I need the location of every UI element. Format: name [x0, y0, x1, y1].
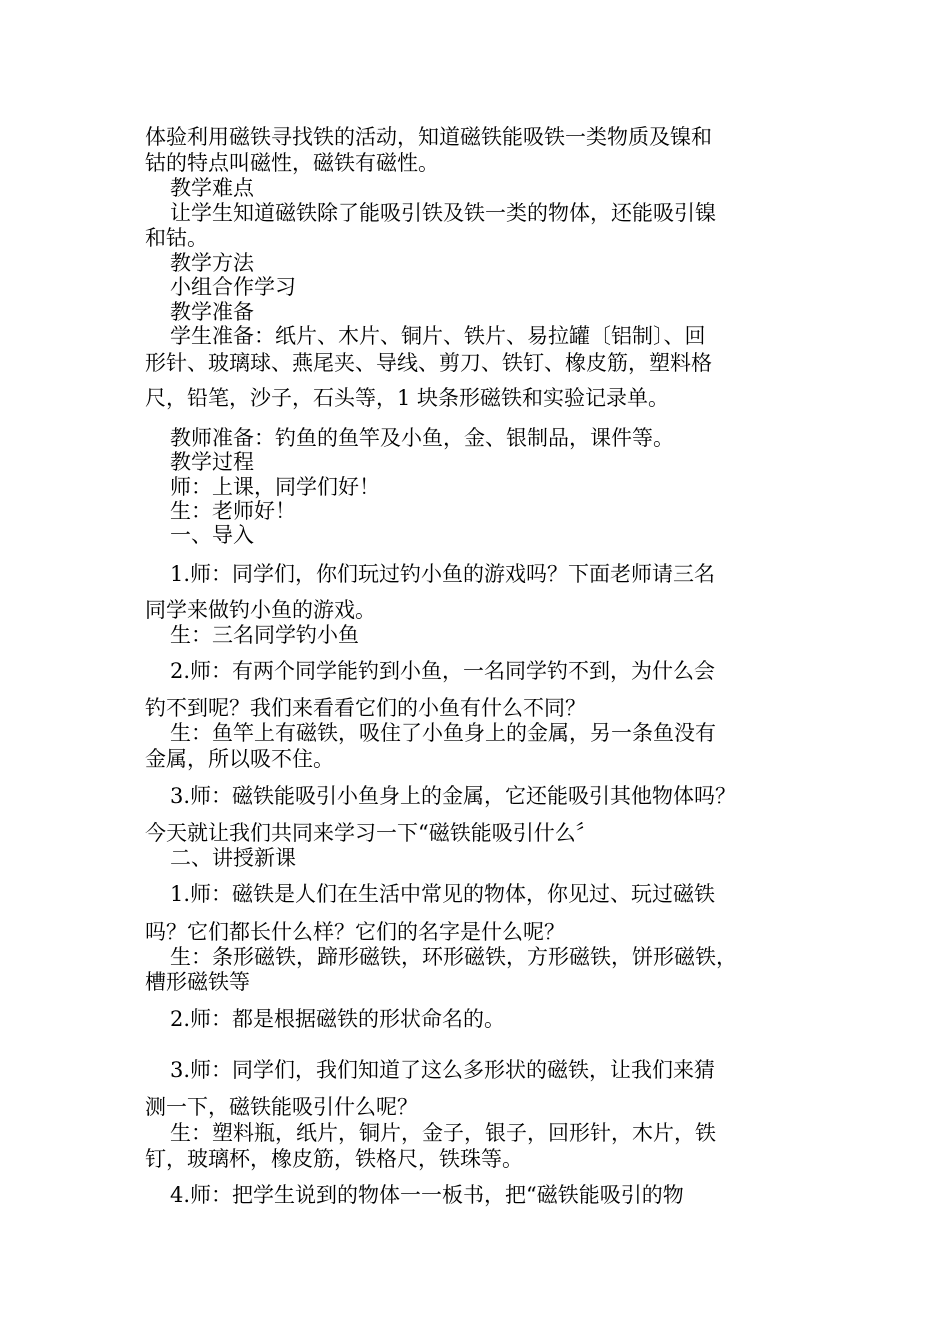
text-line: 生：塑料瓶，纸片，铜片，金子，银子，回形针，木片，铁 [170, 1121, 716, 1145]
text-line: 测一下，磁铁能吸引什么呢？ [145, 1095, 418, 1119]
text-line: 生：老师好！ [170, 499, 296, 523]
text-line: 金属，所以吸不住。 [145, 747, 334, 771]
text-line: 学生准备：纸片、木片、铜片、铁片、易拉罐〔铝制〕、回 [170, 324, 706, 348]
text-line: 1.师：同学们，你们玩过钓小鱼的游戏吗？下面老师请三名 [170, 562, 716, 586]
text-line: 4.师：把学生说到的物体一一板书，把“磁铁能吸引的物 [170, 1183, 684, 1207]
text-line: 今天就让我们共同来学习一下“磁铁能吸引什么〞 [145, 821, 597, 845]
section-heading: 教学方法 [170, 251, 254, 275]
text-line: 尺，铅笔，沙子，石头等，1 块条形磁铁和实验记录单。 [145, 386, 670, 410]
text-line: 2.师：都是根据磁铁的形状命名的。 [170, 1007, 506, 1031]
text-line: 同学来做钓小鱼的游戏。 [145, 598, 376, 622]
text-line: 钉，玻璃杯，橡皮筋，铁格尺，铁珠等。 [145, 1147, 523, 1171]
text-line: 1.师：磁铁是人们在生活中常见的物体，你见过、玩过磁铁 [170, 882, 716, 906]
text-line: 3.师：磁铁能吸引小鱼身上的金属，它还能吸引其他物体吗？ [170, 784, 737, 808]
section-heading: 教学过程 [170, 450, 254, 474]
text-line: 形针、玻璃球、燕尾夹、导线、剪刀、铁钉、橡皮筋，塑料格 [145, 351, 712, 375]
text-line: 生：鱼竿上有磁铁，吸住了小鱼身上的金属，另一条鱼没有 [170, 721, 716, 745]
text-line: 槽形磁铁等 [145, 970, 250, 994]
text-line: 小组合作学习 [170, 275, 296, 299]
text-line: 钓不到呢？我们来看看它们的小鱼有什么不同？ [145, 696, 586, 720]
text-line: 吗？它们都长什么样？它们的名字是什么呢？ [145, 920, 565, 944]
section-heading: 一、导入 [170, 523, 254, 547]
text-line: 生：三名同学钓小鱼 [170, 623, 359, 647]
section-heading: 教学难点 [170, 176, 254, 200]
text-line: 2.师：有两个同学能钓到小鱼，一名同学钓不到，为什么会 [170, 659, 716, 683]
text-line: 钴的特点叫磁性，磁铁有磁性。 [145, 151, 439, 175]
text-line: 体验利用磁铁寻找铁的活动，知道磁铁能吸铁一类物质及镍和 [145, 125, 712, 149]
text-line: 师：上课，同学们好！ [170, 475, 380, 499]
section-heading: 二、讲授新课 [170, 846, 296, 870]
text-line: 教师准备：钓鱼的鱼竿及小鱼，金、银制品，课件等。 [170, 426, 674, 450]
section-heading: 教学准备 [170, 300, 254, 324]
text-line: 和钴。 [145, 226, 208, 250]
text-line: 让学生知道磁铁除了能吸引铁及铁一类的物体，还能吸引镍 [170, 201, 716, 225]
text-line: 3.师：同学们，我们知道了这么多形状的磁铁，让我们来猜 [170, 1058, 716, 1082]
text-line: 生：条形磁铁，蹄形磁铁，环形磁铁，方形磁铁，饼形磁铁， [170, 945, 737, 969]
